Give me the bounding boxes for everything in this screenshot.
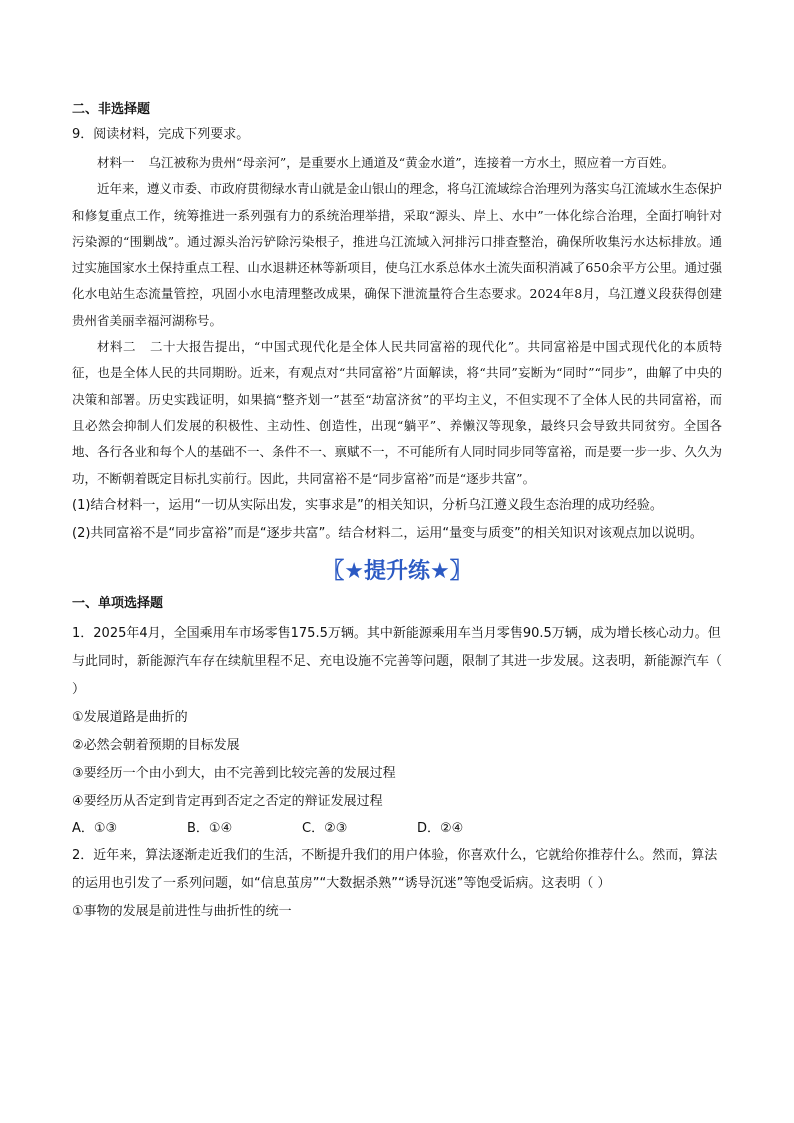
q1-item-4: ④要经历从否定到肯定再到否定之否定的辩证发展过程: [72, 793, 383, 809]
q1-option-a[interactable]: A．①③: [72, 820, 118, 836]
material1-paragraph-2: 近年来，遵义市委、市政府贯彻绿水青山就是金山银山的理念，将乌江流域综合治理列为落实乌江流域水生态保护和修复重点工作，统筹推进一系列强有力的系统治理举措，采取“源头、岸上、水中”一体化综合治理，全面打响针对污染源的“围剿战”。通过源头治污铲除污染根子，推进乌江流域入河排污口排查整治，确保所收集污水达标排放。通过实施国家水土保持重点工程、山水退耕还林等新项目，使乌江水系总体水土流失面积消减了650余平方公里。通过强化水电站生态流量管控，巩固小水电清理整改成果，确保下泄流量符合生态要求。2024年8月，乌江遵义段获得创建贵州省美丽幸福河湖称号。: [72, 181, 723, 328]
banner-title: 〖★提升练★〗: [322, 558, 472, 584]
material2-label: 材料二: [97, 339, 136, 355]
q9-sub1: (1)结合材料一，运用“一切从实际出发，实事求是”的相关知识，分析乌江遵义段生态治理的成功经验。: [72, 497, 663, 513]
section-title-nonchoice: 二、非选择题: [72, 102, 151, 117]
material2-text: 二十大报告提出，“中国式现代化是全体人民共同富裕的现代化”。共同富裕是中国式现代化的本质特征，也是全体人民的共同期盼。近来，有观点对“共同富裕”片面解读，将“共同”妄断为“同时”“同步”，曲解了中央的决策和部署。历史实践证明，如果搞“整齐划一”甚至“劫富济贫”的平均主义，不但实现不了全体人民的共同富裕，而且必然会抑制人们发展的积极性、主动性、创造性，出现“躺平”、养懒汉等现象，最终只会导致共同贫穷。全国各地、各行各业和每个人的基础不一、条件不一、禀赋不一，不可能所有人同时同步同等富裕，而是要一步一步、久久为功，不断朝着既定目标扎实前行。因此，共同富裕不是“同步富裕”而是“逐步共富”。: [72, 339, 723, 486]
q1-stem: 1．2025年4月，全国乘用车市场零售175.5万辆。其中新能源乘用车当月零售90.5万辆，成为增长核心动力。但与此同时，新能源汽车存在续航里程不足、充电设施不完善等问题，限制了其进一步发展。这表明，新能源汽车（ ）: [72, 625, 723, 697]
material1-paragraph: [72, 150, 722, 176]
q2-stem: 2．近年来，算法逐渐走近我们的生活，不断提升我们的用户体验，你喜欢什么，它就给你推荐什么。然而，算法的运用也引发了一系列问题，如“信息茧房”“大数据杀熟”“诱导沉迷”等饱受诟病。这表明（ ）: [72, 847, 718, 891]
q9-stem: 9．阅读材料，完成下列要求。: [72, 127, 250, 142]
q2-item-1: ①事物的发展是前进性与曲折性的统一: [72, 903, 292, 919]
q1-option-c[interactable]: C．②③: [302, 820, 348, 836]
q1-options: [72, 816, 722, 842]
q9-sub2: (2)共同富裕不是“同步富裕”而是“逐步共富”。结合材料二，运用“量变与质变”的相关知识对该观点加以说明。: [72, 525, 703, 541]
q1-option-b[interactable]: B．①④: [187, 820, 233, 836]
q1-item-2: ②必然会朝着预期的目标发展: [72, 737, 240, 753]
q1-item-1: ①发展道路是曲折的: [72, 709, 188, 725]
material1-text: 乌江被称为贵州“母亲河”，是重要水上通道及“黄金水道”，连接着一方水土，照应着一方百姓。: [148, 155, 675, 170]
material2-paragraph: [72, 334, 722, 492]
q1-option-d[interactable]: D．②④: [417, 820, 464, 836]
document-content: [72, 100, 722, 926]
material1-label: 材料一: [97, 155, 135, 170]
section-title-single-choice: 一、单项选择题: [72, 595, 164, 611]
q1-item-3: ③要经历一个由小到大，由不完善到比较完善的发展过程: [72, 765, 396, 781]
